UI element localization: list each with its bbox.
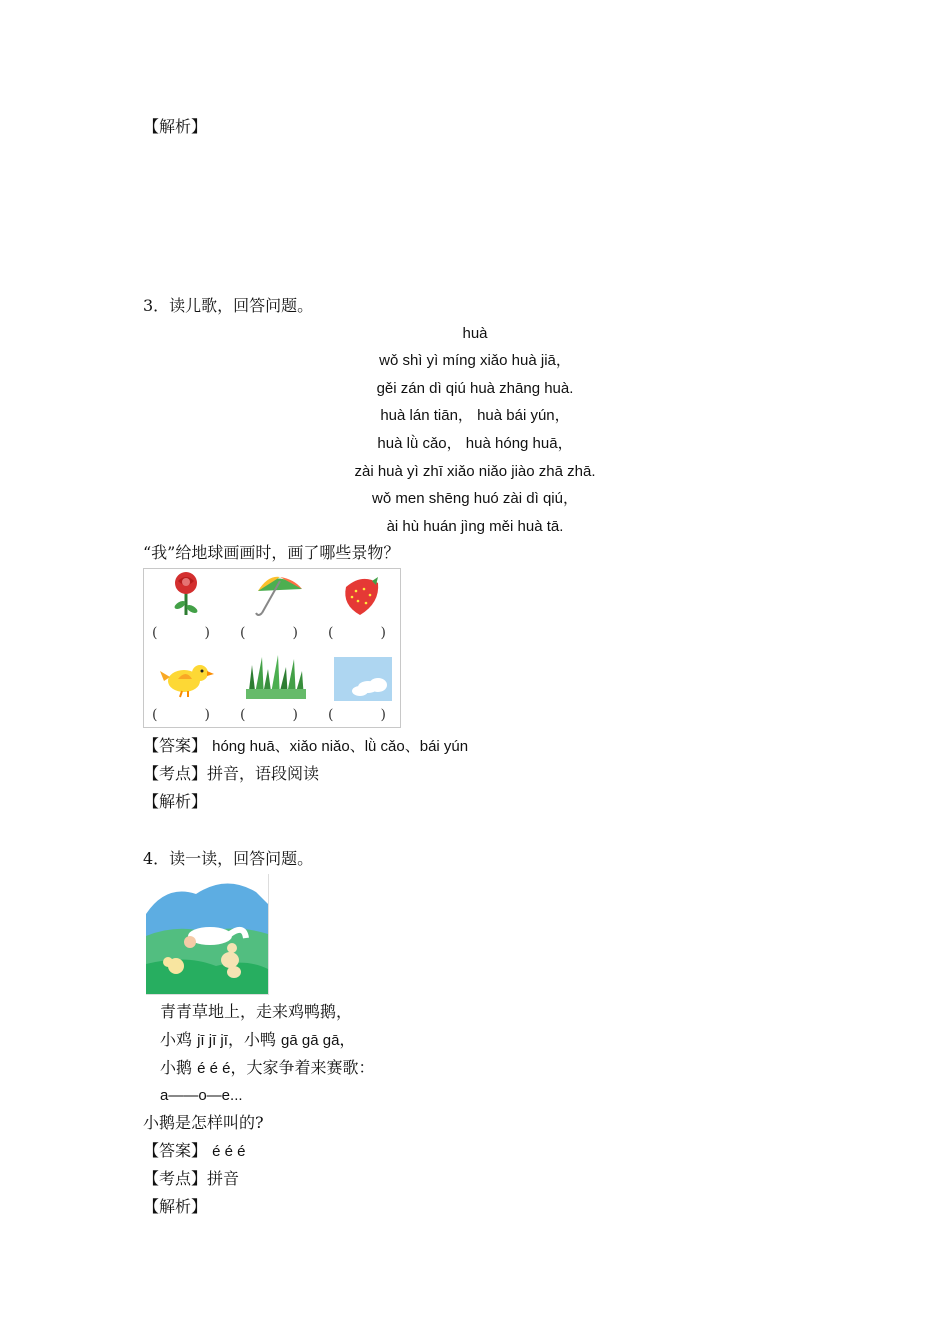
poem-line: gěi zán dì qiú huà zhāng huà. — [376, 380, 574, 397]
answer-label: 【答案】 — [143, 1141, 208, 1160]
picture-grid — [143, 568, 401, 728]
poem-line: wǒ men shēng huó zài dì qiú， — [372, 490, 578, 507]
grid-cell — [144, 569, 228, 647]
analysis-label: 【解析】 — [143, 1197, 208, 1216]
poem-title: huà — [462, 325, 488, 342]
poem-line-1: 青青草地上，走来鸡鸭鹅， — [160, 1002, 353, 1021]
kaodian-text: 拼音 — [207, 1169, 240, 1188]
analysis-label: 【解析】 — [143, 792, 208, 811]
kaodian-text: 拼音，语段阅读 — [207, 764, 320, 783]
grass-icon — [244, 651, 308, 703]
bird-icon — [156, 651, 218, 703]
grid-cell — [144, 651, 228, 729]
answer-blank: ( ) — [152, 625, 210, 641]
kaodian-row — [143, 1169, 239, 1189]
poem-line-2: 小鸡 jī jī jī，小鸭 gā gā gā， — [160, 1030, 356, 1049]
answer-label: 【答案】 — [143, 736, 208, 755]
grid-cell — [320, 651, 404, 729]
kaodian-label: 【考点】 — [143, 764, 208, 783]
grid-cell — [232, 651, 316, 729]
poem-line: ài hù huán jìng měi huà tā. — [386, 518, 564, 535]
sky-cloud-icon — [332, 651, 396, 703]
answer-row — [143, 736, 468, 757]
poem-line: wǒ shì yì míng xiǎo huà jiā， — [379, 352, 571, 369]
umbrella-icon — [244, 569, 310, 621]
answer-text: é é é — [212, 1143, 246, 1160]
grid-cell — [320, 569, 404, 647]
kaodian-row — [143, 764, 319, 784]
kaodian-label: 【考点】 — [143, 1169, 208, 1188]
question-4-title: 4．读一读，回答问题。 — [143, 849, 314, 868]
answer-blank: ( ) — [328, 625, 386, 641]
rose-icon — [156, 569, 216, 621]
grid-cell — [232, 569, 316, 647]
strawberry-icon — [332, 569, 392, 621]
answer-blank: ( ) — [240, 625, 298, 641]
answer-blank: ( ) — [328, 707, 386, 723]
question-4-prompt: 小鹅是怎样叫的? — [143, 1113, 264, 1132]
analysis-label-top: 【解析】 — [143, 117, 208, 136]
poem-line: huà lǜ cǎo， huà hóng huā， — [377, 435, 573, 452]
poultry-picture — [146, 874, 269, 995]
answer-blank: ( ) — [152, 707, 210, 723]
question-3-title: 3．读儿歌，回答问题。 — [143, 296, 314, 315]
aoe-line: a——o—e... — [160, 1087, 243, 1104]
poem-line: zài huà yì zhī xiǎo niǎo jiào zhā zhā. — [354, 463, 596, 480]
poem-line-3: 小鹅 é é é，大家争着来赛歌： — [160, 1058, 375, 1077]
answer-text: hóng huā、xiǎo niǎo、lǜ cǎo、bái yún — [212, 738, 469, 755]
answer-blank: ( ) — [240, 707, 298, 723]
poultry-scene-icon — [146, 874, 268, 994]
question-3-prompt: “我”给地球画画时，画了哪些景物？ — [143, 543, 400, 562]
poem-line: huà lán tiān， huà bái yún， — [380, 407, 570, 424]
answer-row — [143, 1141, 245, 1162]
